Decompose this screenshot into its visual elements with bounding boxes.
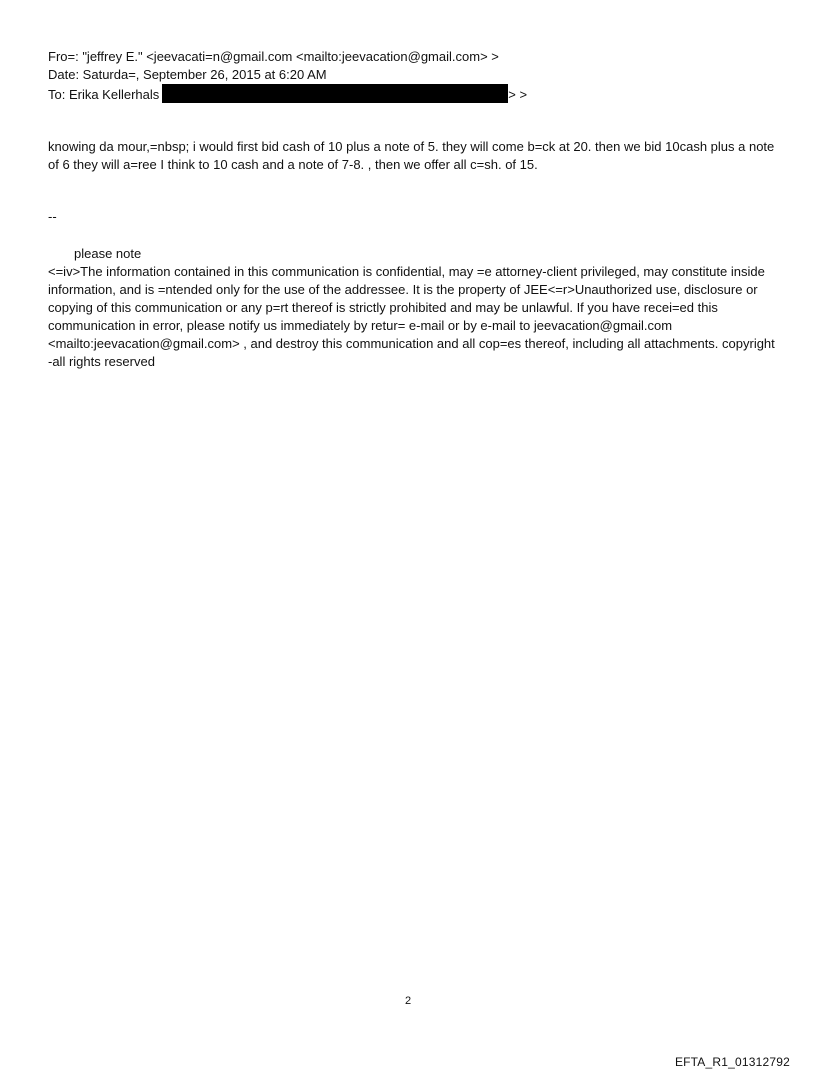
email-header — [48, 48, 527, 104]
bates-number: EFTA_R1_01312792 — [674, 1055, 790, 1069]
please-note-label: please note — [74, 246, 142, 261]
confidentiality-disclaimer: <=iv>The information contained in this communication is confidential, may =e attorney-client privileged, may constitute inside information, and is =ntended only for the use of the addressee. It is the property of JEE<=r>Unauthorized use, disclosure or copying of this communication or any p=rt thereof is strictly prohibited and may be unlawful. If you have recei=ed this communication in error, please notify us immediately by retur= e-mail or by e-mail to jeevacation@gmail.com <mailto:jeevacation@gmail.com> , and destroy this communication and all cop=es thereof, including all attachments. copyright -all rights reserved — [48, 264, 775, 369]
signature-separator: -- — [48, 209, 57, 224]
to-suffix: > > — [508, 87, 528, 102]
page-number: 2 — [404, 995, 412, 1007]
date-line: Date: Saturda=, September 26, 2015 at 6:20 AM — [48, 67, 327, 82]
redaction-block — [162, 84, 508, 103]
to-line — [48, 84, 527, 104]
email-body: knowing da mour,=nbsp; i would first bid cash of 10 plus a note of 5. they will come b=ck at 20. then we bid 10cash plus a note of 6 they will a=ree I think to 10 cash and a note of 7-8. , then we offer all c=sh. of 15. — [48, 139, 775, 172]
from-line: Fro=: "jeffrey E." <jeevacati=n@gmail.com <mailto:jeevacation@gmail.com> > — [48, 49, 499, 64]
to-recipient: To: Erika Kellerhals — [48, 87, 160, 102]
